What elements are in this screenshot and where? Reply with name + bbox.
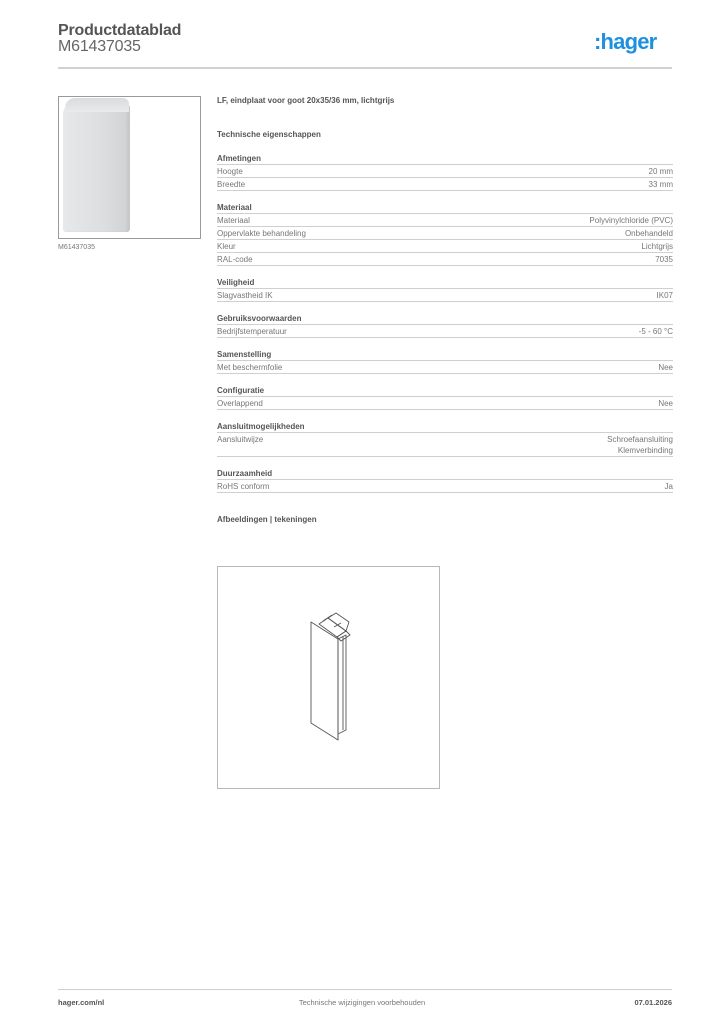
spec-row [217,214,673,227]
spec-label: Oppervlakte behandeling [217,229,306,238]
product-photo-endcap [63,104,130,232]
section-title: Duurzaamheid [217,468,673,480]
footer-website-link[interactable]: hager.com/nl [58,998,105,1007]
product-code: M61437035 [58,38,141,55]
section-duurzaamheid [217,468,673,493]
endcap-line-drawing-icon [218,567,441,790]
section-aansluitmogelijkheden [217,421,673,457]
spec-row [217,165,673,178]
spec-value-line-1: Schroefaansluiting [607,435,673,444]
spec-value: IK07 [656,291,673,300]
spec-label: Hoogte [217,167,243,176]
section-veiligheid [217,277,673,302]
footer-date: 07.01.2026 [634,998,672,1007]
spec-label: Met beschermfolie [217,363,283,372]
product-description: LF, eindplaat voor goot 20x35/36 mm, lichtgrijs [217,96,395,105]
spec-value-line-2: Klemverbinding [617,446,673,455]
spec-label: Materiaal [217,216,250,225]
footer-disclaimer: Technische wijzigingen voorbehouden [298,998,426,1007]
section-title: Materiaal [217,202,673,214]
section-title: Aansluitmogelijkheden [217,421,673,433]
product-photo-top-edge [65,98,129,112]
spec-label: Aansluitwijze [217,435,264,444]
spec-value: Polyvinylchloride (PVC) [589,216,673,225]
images-heading: Afbeeldingen | tekeningen [217,515,317,524]
spec-label: RoHS conform [217,482,270,491]
spec-row [217,227,673,240]
section-title: Gebruiksvoorwaarden [217,313,673,325]
spec-row [217,240,673,253]
section-title: Veiligheid [217,277,673,289]
footer-divider [58,989,672,990]
section-gebruiksvoorwaarden [217,313,673,338]
spec-label: RAL-code [217,255,253,264]
spec-content [217,96,673,527]
spec-row [217,361,673,374]
section-title: Afmetingen [217,153,673,165]
spec-row [217,289,673,302]
spec-row [217,253,673,266]
spec-row [217,178,673,191]
spec-value: Onbehandeld [624,229,673,238]
product-photo [58,96,201,239]
page-title: Productdatablad [58,22,182,39]
photo-caption: M61437035 [58,244,95,251]
spec-value: Nee [658,363,673,372]
hager-logo: :hager [594,29,657,54]
spec-row [217,480,673,493]
spec-value: 33 mm [648,180,673,189]
spec-value [607,434,673,456]
section-samenstelling [217,349,673,374]
tech-properties-heading: Technische eigenschappen [217,130,321,139]
section-title: Configuratie [217,385,673,397]
header-divider [58,67,672,69]
spec-row [217,325,673,338]
section-title: Samenstelling [217,349,673,361]
spec-value: Lichtgrijs [641,242,673,251]
spec-label: Overlappend [217,399,263,408]
spec-value: -5 - 60 °C [638,327,673,336]
spec-value: 7035 [655,255,673,264]
spec-label: Kleur [217,242,236,251]
section-configuratie [217,385,673,410]
spec-value: 20 mm [648,167,673,176]
spec-label: Breedte [217,180,246,189]
technical-drawing [217,566,440,789]
spec-label: Bedrijfstemperatuur [217,327,287,336]
section-materiaal [217,202,673,266]
spec-row [217,433,673,457]
spec-label: Slagvastheid IK [217,291,273,300]
section-afmetingen [217,153,673,191]
spec-row [217,397,673,410]
spec-value: Ja [664,482,673,491]
spec-value: Nee [658,399,673,408]
